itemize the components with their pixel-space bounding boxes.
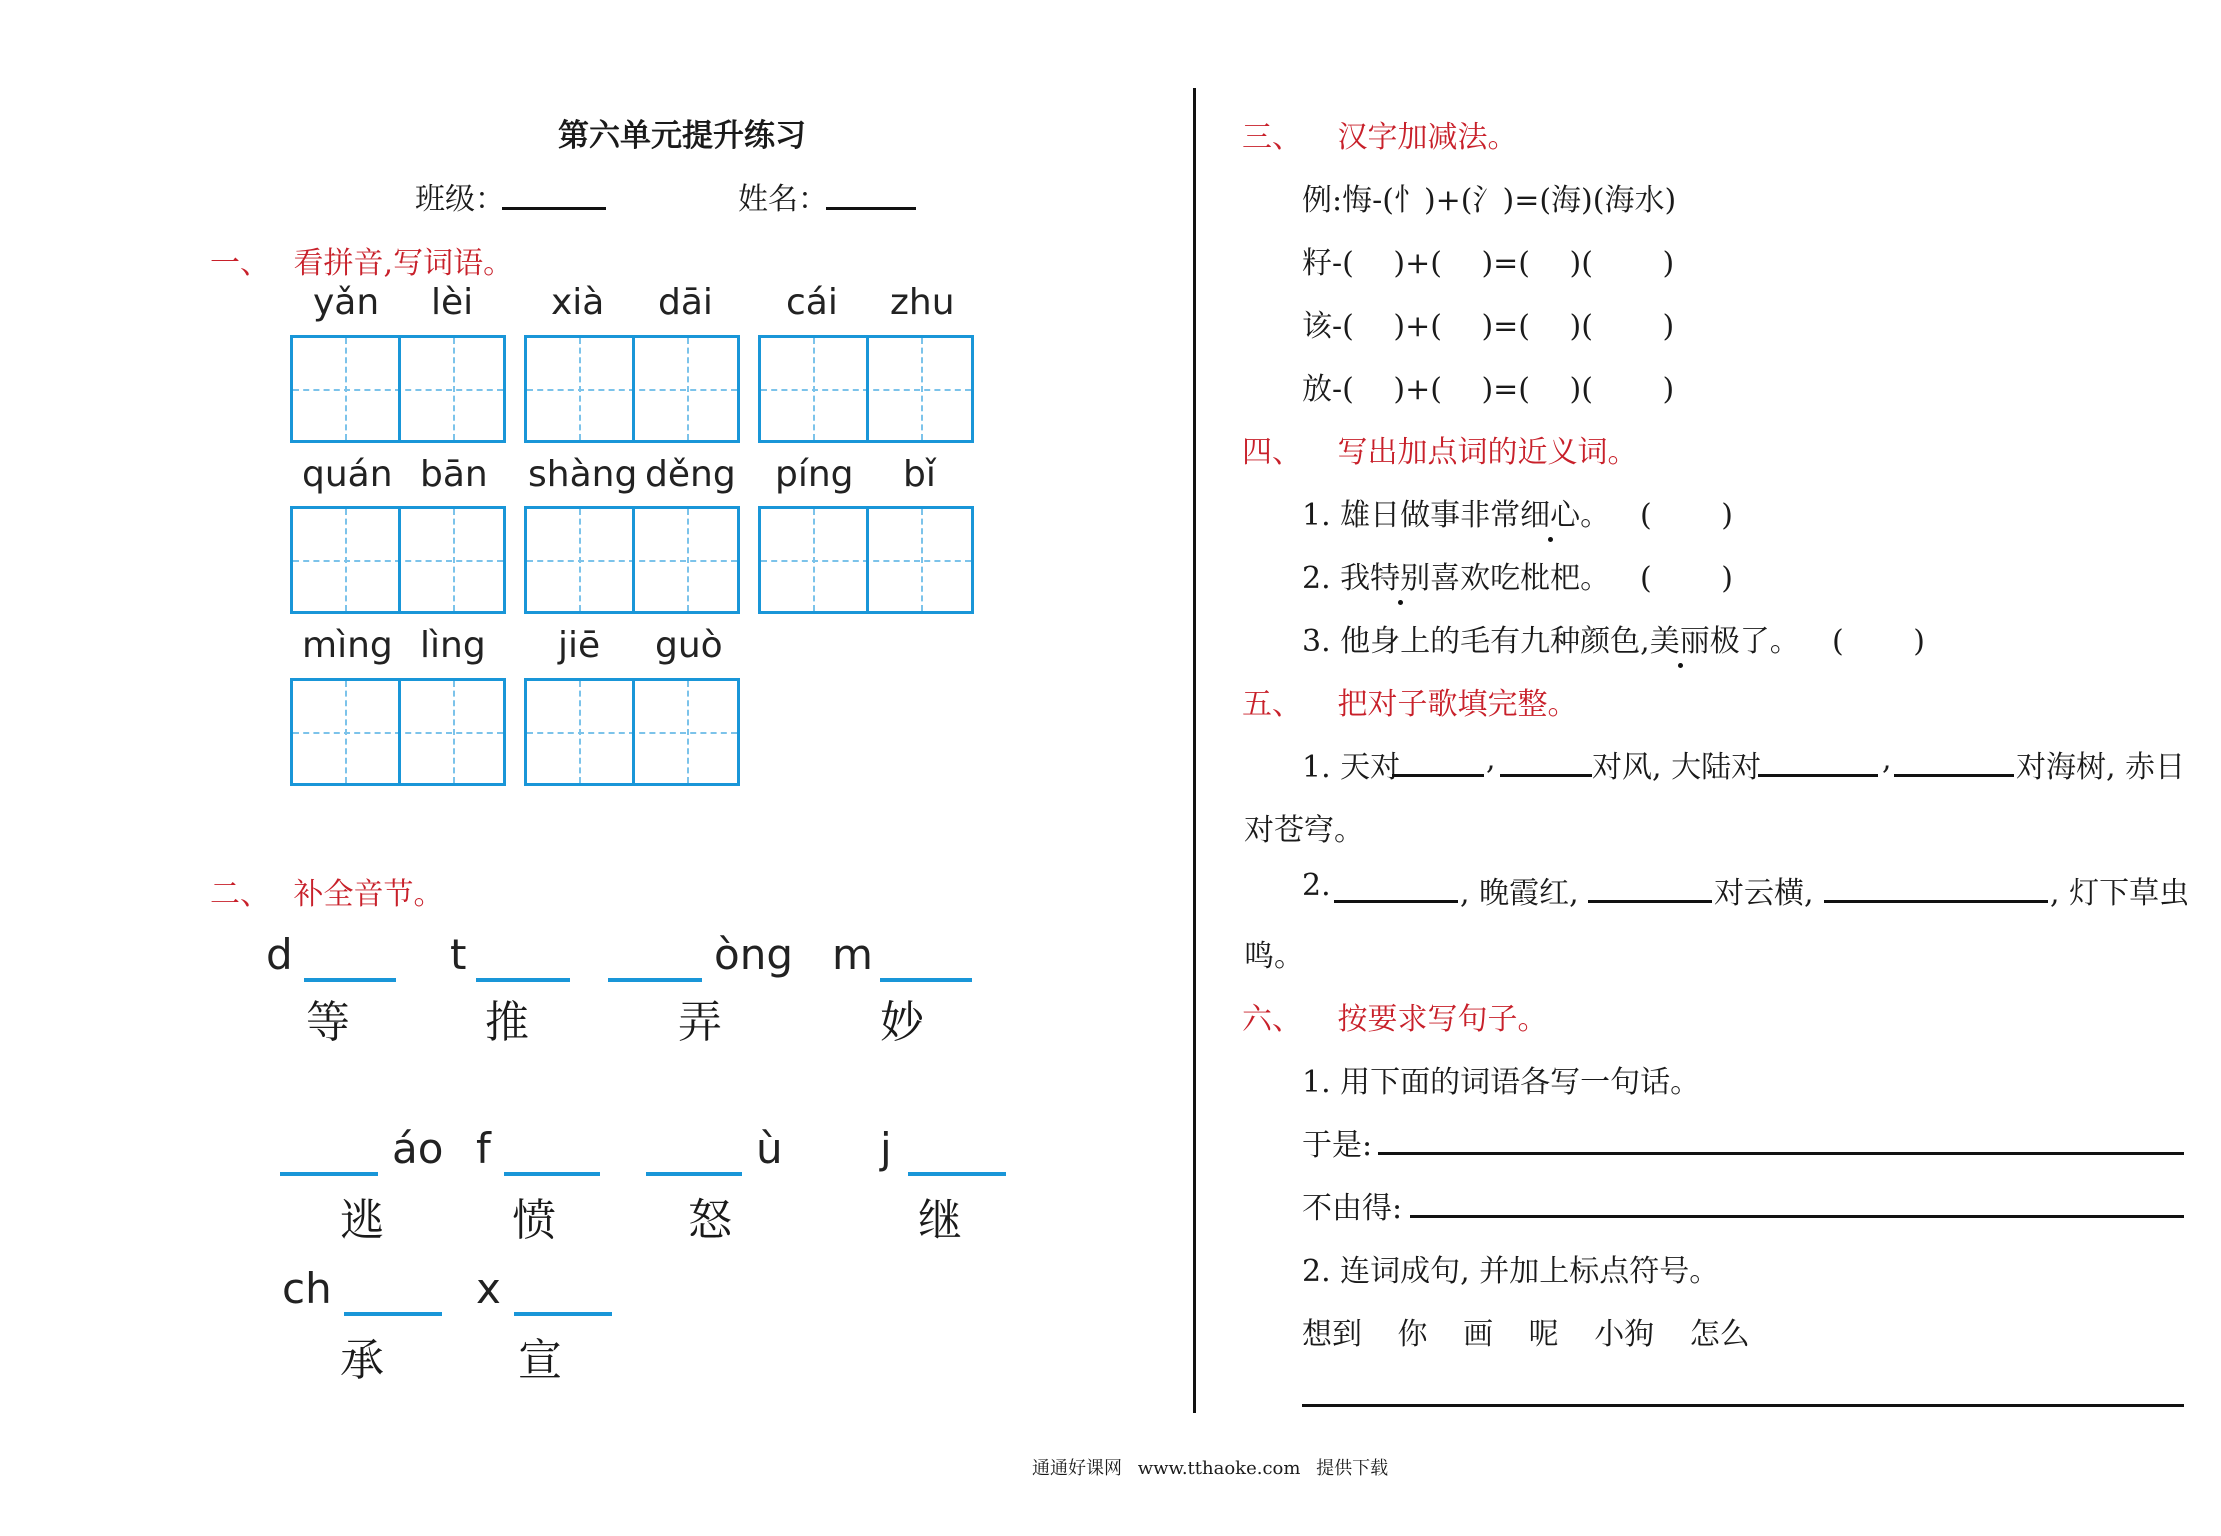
page-title: 第六单元提升练习 (558, 118, 806, 154)
syllable-blank[interactable] (514, 1312, 612, 1316)
answer-paren[interactable]: ( ) (1832, 624, 1925, 659)
couplet-text: 对云横, (1714, 876, 1814, 911)
section-3-number: 三、 (1242, 120, 1302, 155)
instruction-2: 2. 连词成句, 并加上标点符号。 (1302, 1254, 1720, 1289)
couplet-text: 2. (1302, 868, 1331, 903)
dotted-word: 特别 (1370, 553, 1430, 597)
writing-grid-jieguo[interactable] (524, 678, 740, 786)
syllable-initial: d (266, 930, 293, 979)
word-item: 你 (1397, 1317, 1428, 1352)
writing-grid-xiadai[interactable] (524, 335, 740, 443)
syllable-initial: ch (282, 1264, 332, 1313)
question-text: 1. 雄日做事非常 (1302, 498, 1521, 533)
name-field[interactable] (826, 207, 916, 210)
syllable-char: 等 (306, 997, 350, 1048)
word-item: 想到 (1302, 1317, 1362, 1352)
syllable-blank[interactable] (646, 1172, 742, 1176)
couplet-text: , (1882, 742, 1892, 777)
exercise-row[interactable]: 放-( )+( )=( )( ) (1302, 372, 1675, 407)
syllable-blank[interactable] (304, 978, 396, 982)
syllable-initial: t (450, 930, 467, 979)
couplet-blank[interactable] (1500, 774, 1592, 777)
answer-paren[interactable]: ( ) (1640, 498, 1733, 533)
syllable-char: 弄 (678, 997, 722, 1048)
writing-grid-caizhu[interactable] (758, 335, 974, 443)
word-yushi-label: 于是: (1302, 1128, 1373, 1163)
dotted-word: 细心 (1520, 490, 1580, 534)
pinyin-deng: děng (645, 454, 736, 495)
pinyin-yan: yǎn (313, 282, 380, 323)
syllable-final: òng (714, 930, 793, 979)
section-5-title: 把对子歌填完整。 (1337, 687, 1578, 722)
writing-grid-mingling[interactable] (290, 678, 506, 786)
syllable-char: 承 (340, 1335, 384, 1386)
word-item: 小狗 (1594, 1317, 1655, 1352)
answer-paren[interactable]: ( ) (1640, 561, 1733, 596)
writing-grid-quanban[interactable] (290, 506, 506, 614)
section-3-header (1242, 112, 1518, 156)
pinyin-lei: lèi (431, 282, 474, 323)
footer-tail: 提供下载 (1316, 1458, 1389, 1479)
word-buyoude-label: 不由得: (1302, 1191, 1403, 1226)
section-2-header (210, 869, 444, 913)
syllable-char: 怒 (688, 1195, 732, 1246)
footer-url[interactable]: www.tthaoke.com (1137, 1458, 1301, 1479)
syllable-char: 继 (918, 1195, 962, 1246)
pinyin-shang: shàng (528, 454, 638, 495)
couplet-blank[interactable] (1392, 774, 1484, 777)
section-6-title: 按要求写句子。 (1337, 1002, 1548, 1037)
word-item: 画 (1463, 1317, 1494, 1352)
syllable-char: 逃 (340, 1195, 384, 1246)
example-line: 例:悔-(忄)+(氵)=(海)(海水) (1302, 183, 1677, 218)
exercise-row[interactable]: 该-( )+( )=( )( ) (1302, 309, 1675, 344)
pinyin-xia: xià (551, 282, 605, 323)
syllable-initial: x (476, 1264, 501, 1313)
word-item: 怎么 (1689, 1317, 1750, 1352)
syllable-char: 妙 (880, 997, 924, 1048)
section-6-header (1242, 994, 1548, 1038)
section-3-title: 汉字加减法。 (1337, 120, 1518, 155)
word-item: 呢 (1528, 1317, 1559, 1352)
pinyin-jie: jiē (558, 625, 601, 666)
syllable-blank[interactable] (476, 978, 570, 982)
section-2-number: 二、 (210, 877, 270, 912)
syllable-blank[interactable] (880, 978, 972, 982)
couplet-blank[interactable] (1588, 900, 1712, 903)
syllable-initial: f (476, 1124, 491, 1173)
section-6-number: 六、 (1242, 1002, 1302, 1037)
instruction-1: 1. 用下面的词语各写一句话。 (1302, 1065, 1701, 1100)
couplet-text: 鸣。 (1244, 939, 1304, 974)
syllable-char: 宣 (518, 1335, 562, 1386)
pinyin-dai: dāi (658, 282, 713, 323)
syllable-blank[interactable] (608, 978, 702, 982)
pinyin-ping: píng (775, 454, 854, 495)
writing-grid-yanlei[interactable] (290, 335, 506, 443)
exercise-row[interactable]: 籽-( )+( )=( )( ) (1302, 246, 1675, 281)
syllable-char: 推 (485, 997, 529, 1048)
couplet-text: 对海树, 赤日 (2016, 750, 2186, 785)
section-1-title: 看拼音,写词语。 (293, 246, 514, 281)
section-5-number: 五、 (1242, 687, 1302, 722)
section-5-header (1242, 679, 1578, 723)
word-bank (1302, 1309, 1750, 1353)
couplet-text: , 晚霞红, (1460, 876, 1579, 911)
class-label: 班级： (415, 182, 505, 217)
section-4-number: 四、 (1242, 435, 1302, 470)
pinyin-cai: cái (786, 282, 838, 323)
pinyin-guo: guò (655, 625, 723, 666)
class-field[interactable] (502, 207, 606, 210)
question-text: 3. 他身上的毛有九种颜色, (1302, 624, 1650, 659)
pinyin-ling: lìng (420, 625, 486, 666)
syllable-initial: j (880, 1124, 892, 1173)
question-1 (1302, 490, 1610, 534)
couplet-text: 对风, 大陆对 (1592, 750, 1762, 785)
sentence-field-buyoude[interactable] (1410, 1215, 2184, 1218)
pinyin-ban: bān (420, 454, 488, 495)
couplet-blank[interactable] (1824, 900, 2048, 903)
couplet-text: , (1486, 742, 1496, 777)
section-4-title: 写出加点词的近义词。 (1337, 435, 1638, 470)
syllable-blank[interactable] (504, 1172, 600, 1176)
pinyin-ming: mìng (302, 625, 393, 666)
sentence-field-reorder[interactable] (1302, 1404, 2184, 1407)
pinyin-zhu: zhu (890, 282, 955, 323)
pinyin-quan: quán (302, 454, 393, 495)
syllable-blank[interactable] (280, 1172, 378, 1176)
syllable-char: 愤 (512, 1195, 556, 1246)
syllable-initial: m (832, 930, 873, 979)
writing-grid-pingbi[interactable] (758, 506, 974, 614)
column-divider (1193, 88, 1196, 1413)
couplet-text: 1. 天对 (1302, 750, 1401, 785)
question-3 (1302, 616, 1800, 660)
name-label: 姓名： (738, 182, 828, 217)
question-text: 。 (1580, 498, 1611, 533)
question-text: 喜欢吃枇杷。 (1430, 561, 1611, 596)
footer (1032, 1454, 1388, 1480)
section-1-number: 一、 (210, 246, 270, 281)
sentence-field-yushi[interactable] (1378, 1152, 2184, 1155)
dotted-word: 美丽 (1650, 616, 1710, 660)
writing-grid-shangdeng[interactable] (524, 506, 740, 614)
question-text: 2. 我 (1302, 561, 1371, 596)
syllable-final: áo (392, 1124, 444, 1173)
couplet-text: , 灯下草虫 (2050, 876, 2190, 911)
syllable-final: ù (756, 1124, 783, 1173)
footer-site: 通通好课网 (1032, 1458, 1122, 1479)
question-text: 极了。 (1709, 624, 1800, 659)
couplet-text: 对苍穹。 (1244, 813, 1364, 848)
section-1-header (210, 238, 513, 282)
couplet-blank[interactable] (1894, 774, 2014, 777)
question-2 (1302, 553, 1610, 597)
syllable-blank[interactable] (908, 1172, 1006, 1176)
section-2-title: 补全音节。 (293, 877, 444, 912)
couplet-blank[interactable] (1758, 774, 1878, 777)
pinyin-bi: bǐ (903, 454, 936, 495)
syllable-blank[interactable] (344, 1312, 442, 1316)
section-4-header (1242, 427, 1638, 471)
couplet-blank[interactable] (1334, 900, 1458, 903)
